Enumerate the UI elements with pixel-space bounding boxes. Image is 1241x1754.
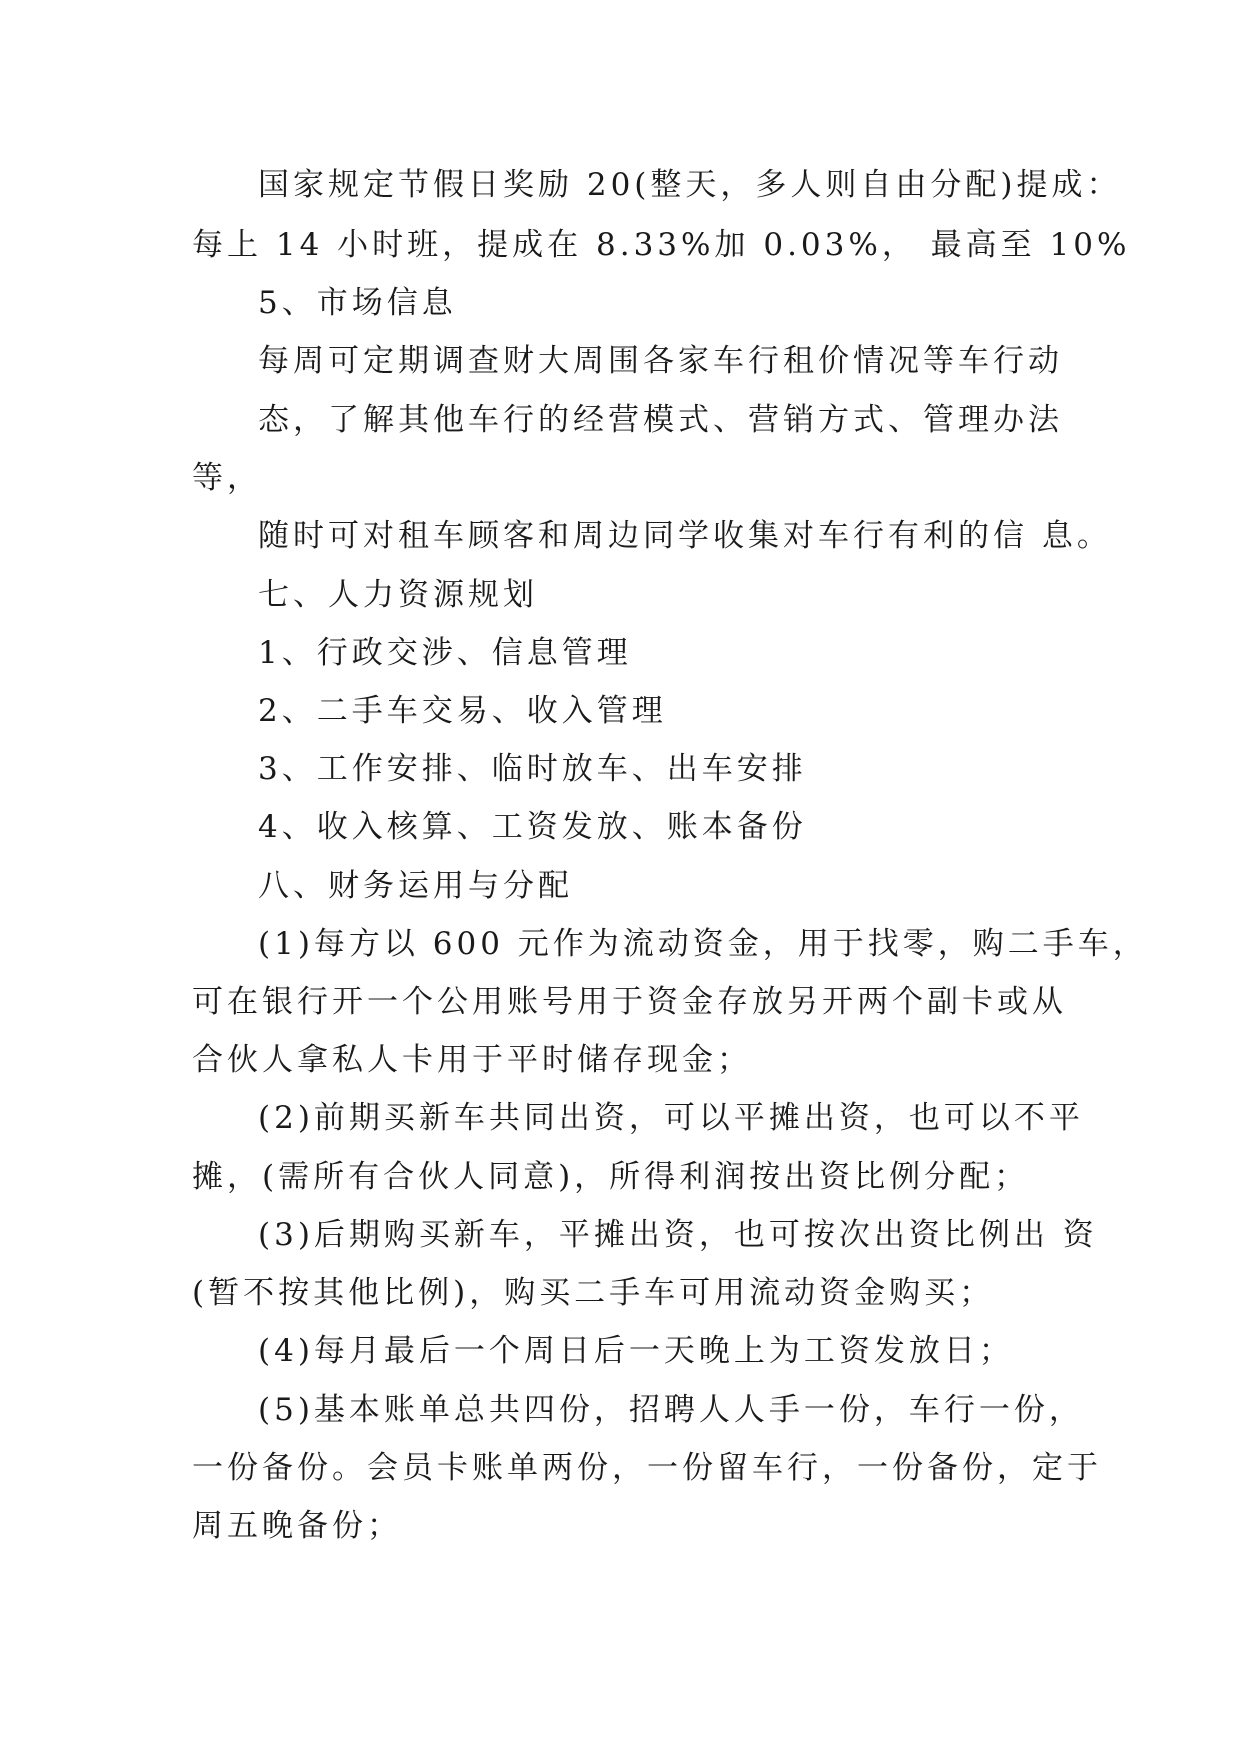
list-item: 2、二手车交易、收入管理 — [258, 693, 667, 729]
section-heading: 七、人力资源规划 — [258, 577, 538, 613]
paragraph-line: (1)每方以 600 元作为流动资金，用于找零，购二手车， — [258, 926, 1148, 962]
paragraph-line: 随时可对租车顾客和周边同学收集对车行有利的信 息。 — [258, 518, 1112, 554]
paragraph-line: 每周可定期调查财大周围各家车行租价情况等车行动 — [258, 343, 1063, 379]
list-item: 4、收入核算、工资发放、账本备份 — [258, 809, 807, 845]
paragraph-line: 一份备份。会员卡账单两份，一份留车行，一份备份，定于 — [192, 1450, 1102, 1486]
paragraph-line: 国家规定节假日奖励 20(整天，多人则自由分配)提成： — [258, 167, 1122, 203]
paragraph-line: (2)前期买新车共同出资，可以平摊出资，也可以不平 — [258, 1100, 1084, 1136]
paragraph-line: 可在银行开一个公用账号用于资金存放另开两个副卡或从 — [192, 984, 1067, 1020]
section-heading: 5、市场信息 — [258, 285, 457, 321]
paragraph-line: (4)每月最后一个周日后一天晚上为工资发放日； — [258, 1333, 1014, 1369]
paragraph-line: 等， — [192, 460, 262, 496]
paragraph-line: (5)基本账单总共四份，招聘人人手一份，车行一份， — [258, 1392, 1084, 1428]
paragraph-line: 每上 14 小时班，提成在 8.33%加 0.03%， 最高至 10% — [192, 227, 1131, 263]
paragraph-line: 周五晚备份； — [192, 1508, 402, 1544]
paragraph-line: 合伙人拿私人卡用于平时储存现金； — [192, 1042, 752, 1078]
list-item: 1、行政交涉、信息管理 — [258, 635, 632, 671]
paragraph-line: 摊，(需所有合伙人同意)，所得利润按出资比例分配； — [192, 1159, 1030, 1195]
paragraph-line: (暂不按其他比例)，购买二手车可用流动资金购买； — [192, 1275, 995, 1311]
section-heading: 八、财务运用与分配 — [258, 868, 573, 904]
list-item: 3、工作安排、临时放车、出车安排 — [258, 751, 807, 787]
paragraph-line: 态，了解其他车行的经营模式、营销方式、管理办法 — [258, 402, 1063, 438]
paragraph-line: (3)后期购买新车，平摊出资，也可按次出资比例出 资 — [258, 1217, 1098, 1253]
